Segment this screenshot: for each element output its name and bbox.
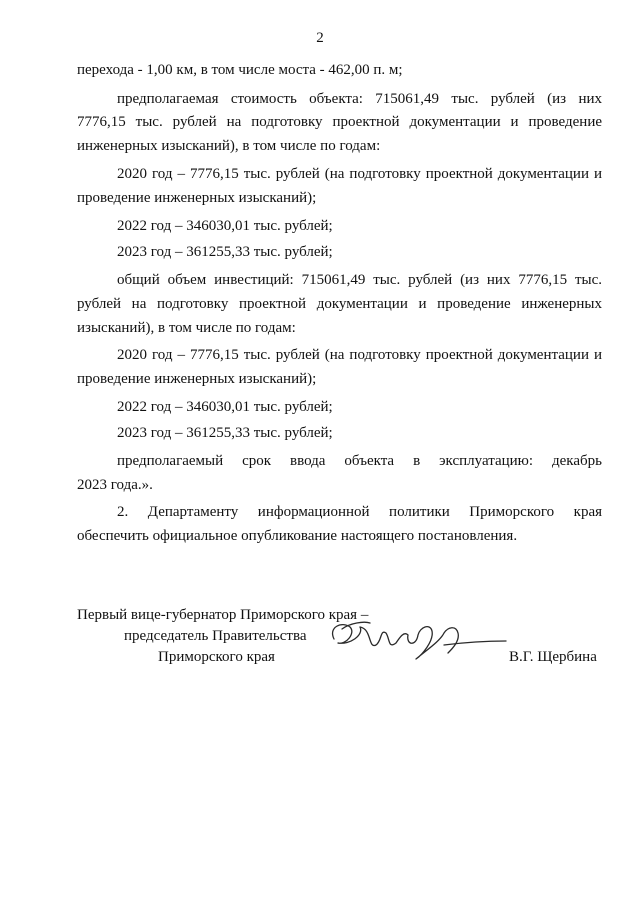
signatory-title-line1: Первый вице-губернатор Приморского края –: [77, 607, 369, 623]
text-line: рублей на подготовку проектной документации и проведение инженерных: [77, 296, 602, 312]
text-line: 7776,15 тыс. рублей на подготовку проектной документации и проведение: [77, 114, 602, 130]
text-line: предполагаемый срок ввода объекта в эксплуатацию: декабрь: [117, 453, 602, 469]
text-line: проведение инженерных изысканий);: [77, 371, 317, 387]
signatory-name: В.Г. Щербина: [509, 649, 597, 665]
text-line: изысканий), в том числе по годам:: [77, 320, 296, 336]
text-line: 2023 года.».: [77, 477, 153, 493]
signatory-title-line3: Приморского края: [158, 649, 275, 665]
page-number: 2: [316, 30, 324, 46]
text-line: предполагаемая стоимость объекта: 715061,49 тыс. рублей (из них: [117, 91, 602, 107]
text-line: 2023 год – 361255,33 тыс. рублей;: [117, 244, 333, 260]
text-line: обеспечить официальное опубликование настоящего постановления.: [77, 528, 518, 544]
text-line: 2022 год – 346030,01 тыс. рублей;: [117, 399, 333, 415]
text-line: 2. Департаменту информационной политики Приморского края: [117, 504, 602, 520]
text-line: инженерных изысканий), в том числе по годам:: [77, 138, 381, 154]
text-line: 2020 год – 7776,15 тыс. рублей (на подготовку проектной документации и: [117, 347, 602, 363]
text-line: перехода - 1,00 км, в том числе моста - 462,00 п. м;: [77, 62, 403, 78]
text-line: 2020 год – 7776,15 тыс. рублей (на подготовку проектной документации и: [117, 166, 602, 182]
signatory-title-line2: председатель Правительства: [124, 628, 307, 644]
text-line: 2023 год – 361255,33 тыс. рублей;: [117, 425, 333, 441]
text-line: общий объем инвестиций: 715061,49 тыс. рублей (из них 7776,15 тыс.: [117, 272, 602, 288]
text-line: проведение инженерных изысканий);: [77, 190, 317, 206]
text-line: 2022 год – 346030,01 тыс. рублей;: [117, 218, 333, 234]
handwritten-signature: [320, 605, 520, 665]
